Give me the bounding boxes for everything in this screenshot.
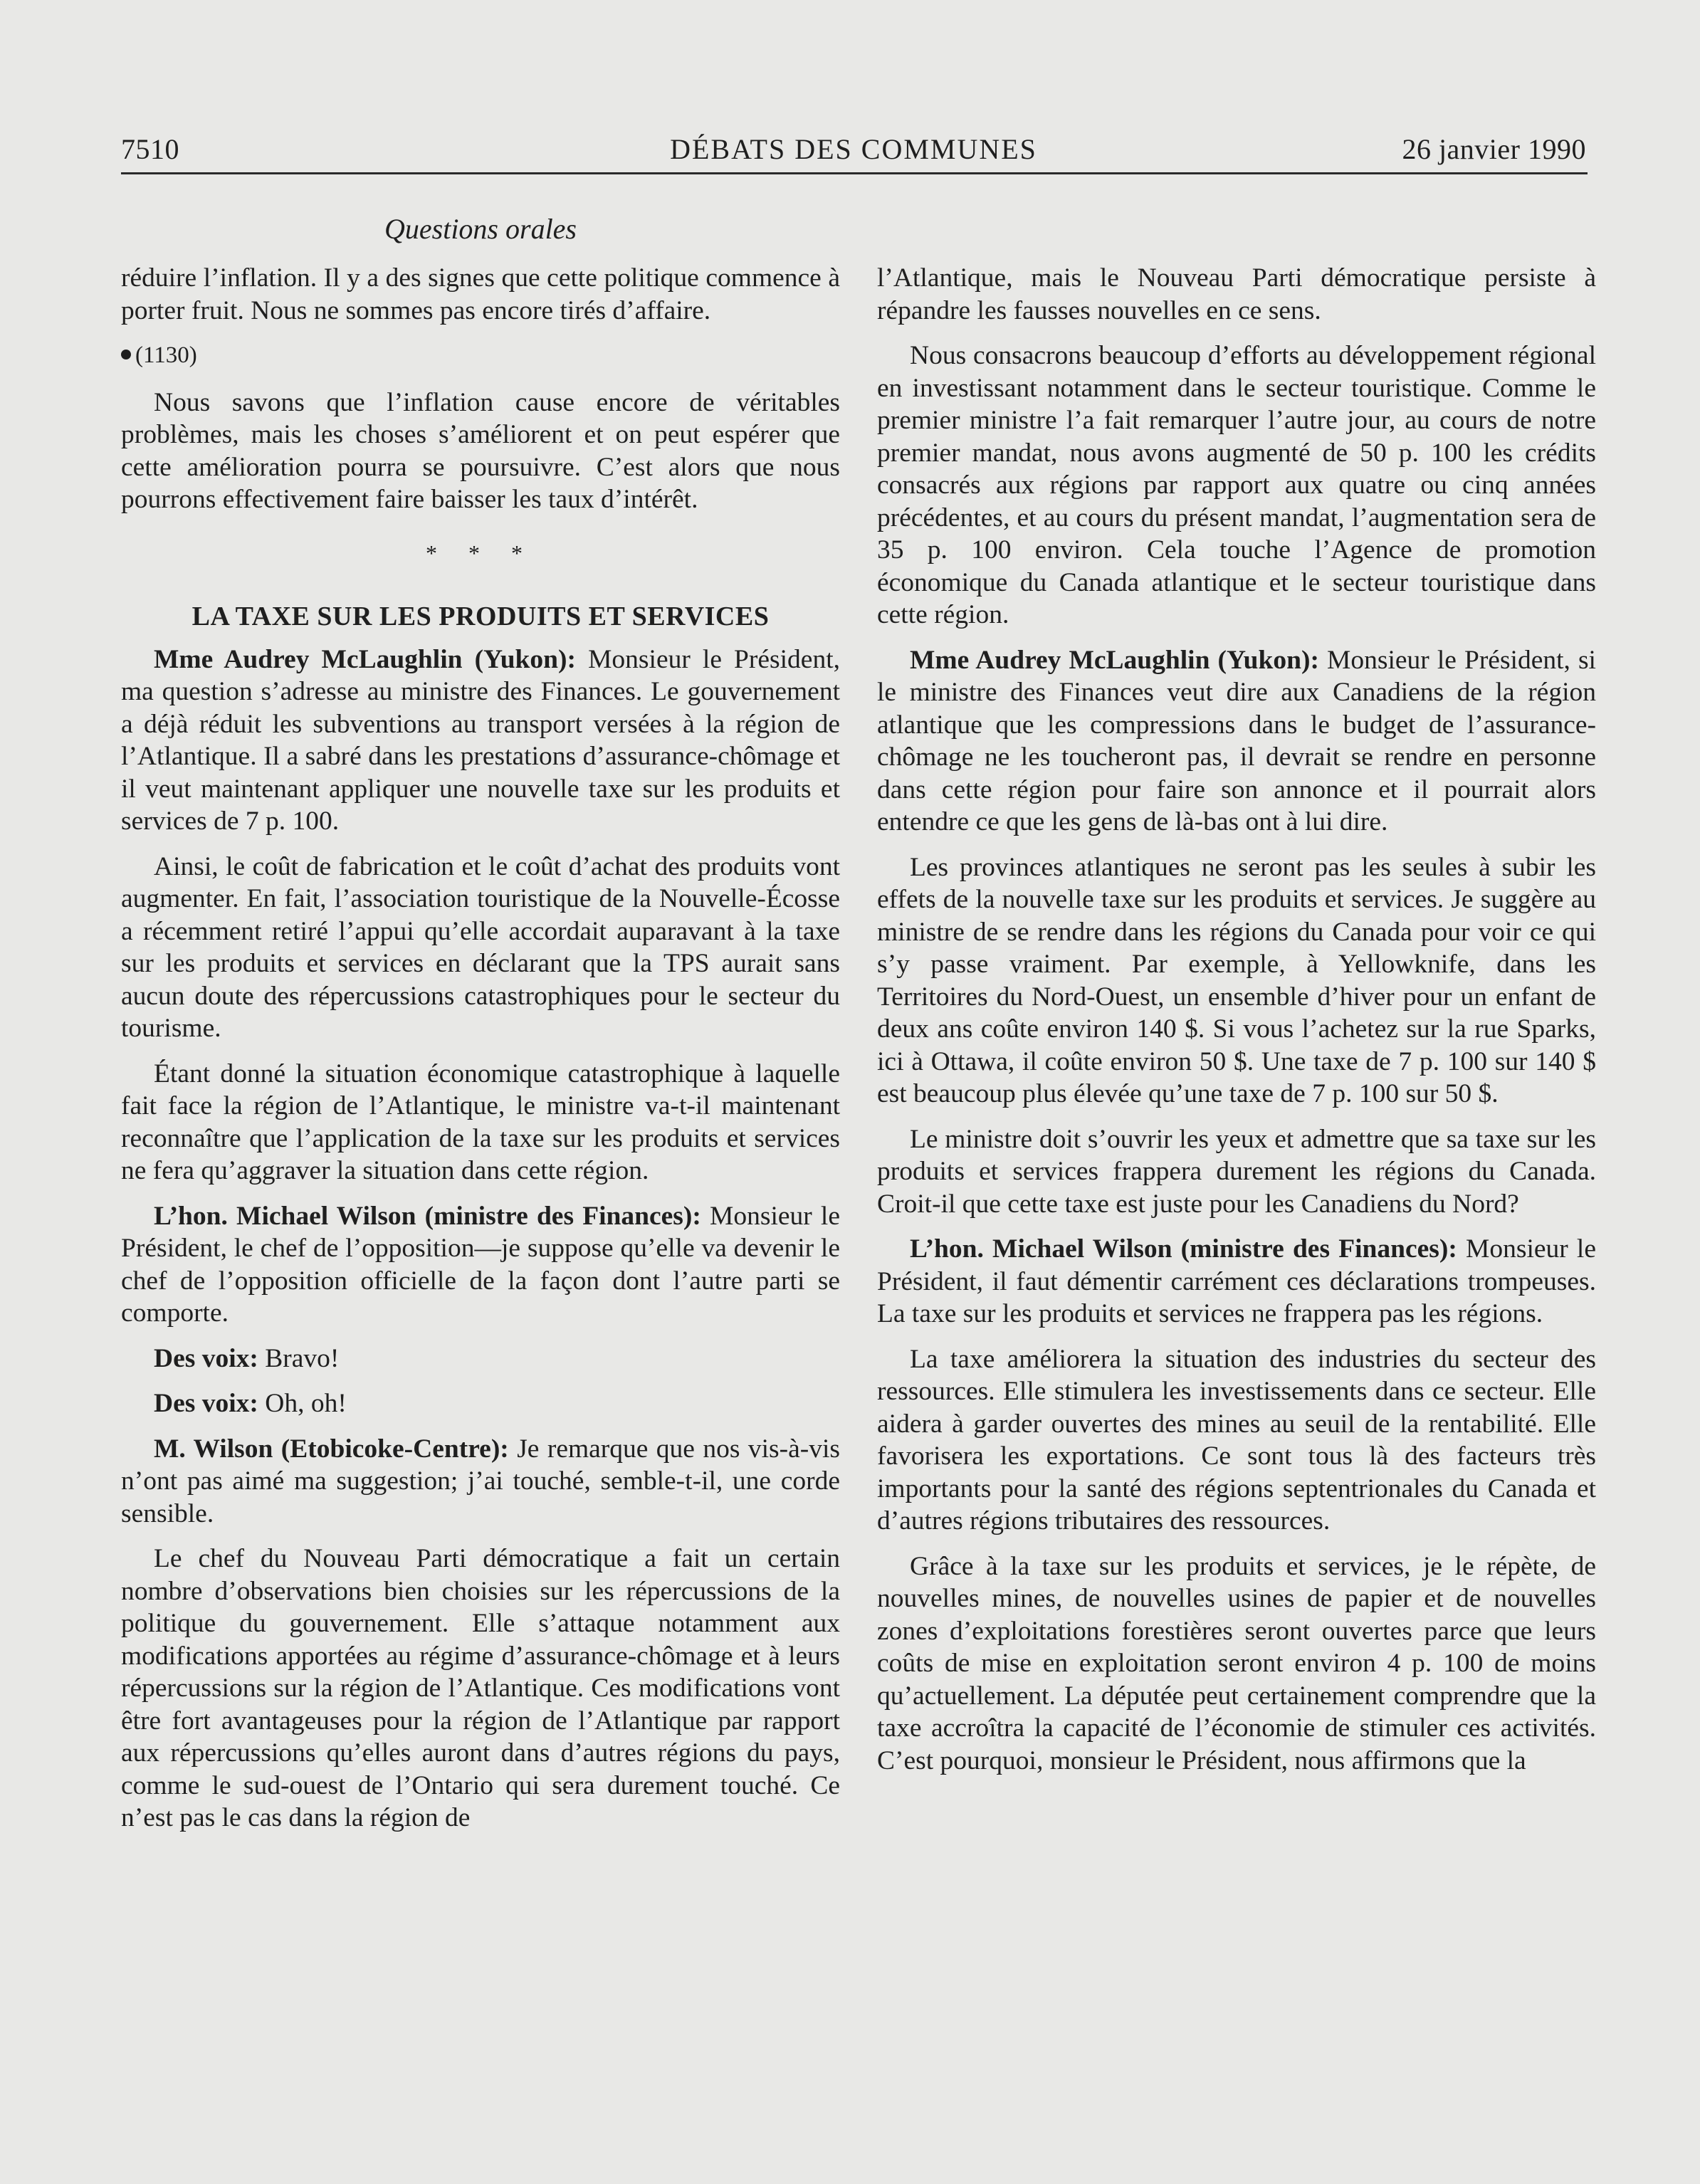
speech-text: Monsieur le Président, ma question s’adresse au ministre des Finances. Le gouvernement a déjà réduit les subventions au transport versées à la région de l’Atlantique. Il a sabré dans les prestations d’assurance-chômage et il veut maintenant appliquer une nouvelle taxe sur les produits et services de 7 p. 100. (121, 644, 840, 836)
speaker-name: Des voix: (154, 1389, 258, 1418)
speech-text: Je remarque que nos vis-à-vis n’ont pas aimé ma suggestion; j’ai touché, semble-t-il, une corde sensible. (121, 1434, 840, 1528)
time-marker (121, 340, 840, 372)
section-separator: * * * (426, 540, 535, 566)
speech-text: Monsieur le Président, si le ministre des Finances veut dire aux Canadiens de la région atlantique que les compressions dans le budget de l’assurance-chômage ne les toucheront pas, il devrait se rendre en personne dans cette région pour faire son annonce et il pourrait alors entendre ce que les gens de là-bas ont à lui dire. (877, 645, 1596, 836)
speaker-name: L’hon. Michael Wilson (ministre des Finances): (154, 1201, 701, 1231)
speaker-name: Mme Audrey McLaughlin (Yukon): (154, 644, 576, 674)
header-rule (121, 172, 1588, 174)
publication-date: 26 janvier 1990 (1402, 133, 1586, 165)
right-column (877, 262, 1596, 1790)
paragraph: La taxe améliorera la situation des industries du secteur des ressources. Elle stimulera les investissements dans ce secteur. Elle aidera à garder ouvertes des mines au seuil de la rentabilité. Elle favorisera les exportations. Ce sont tous là des facteurs très importants pour la santé des régions septentrionales du Canada et d’autres régions tributaires des ressources. (877, 1344, 1596, 1535)
section-heading: LA TAXE SUR LES PRODUITS ET SERVICES (191, 602, 770, 631)
paragraph: Ainsi, le coût de fabrication et le coût d’achat des produits vont augmenter. En fait, l’association touristique de la Nouvelle-Écosse a récemment retiré l’appui qu’elle accordait auparavant à la taxe sur les produits et services en déclarant que la TPS aurait sans aucun doute des répercussions catastrophiques pour le secteur du tourisme. (121, 851, 840, 1043)
paragraph: Étant donné la situation économique catastrophique à laquelle fait face la région de l’Atlantique, le ministre va-t-il maintenant reconnaître que l’application de la taxe sur les produits et services ne fera qu’aggraver la situation dans cette région. (121, 1059, 840, 1185)
speaker-name: L’hon. Michael Wilson (ministre des Finances): (910, 1234, 1457, 1264)
running-header (121, 132, 1586, 169)
paragraph: Les provinces atlantiques ne seront pas les seules à subir les effets de la nouvelle taxe sur les produits et services. Je suggère au ministre de se rendre dans les régions du Canada pour voir ce qui s’y passe vraiment. Par exemple, à Yellowknife, dans les Territoires du Nord-Ouest, un ensemble d’hiver pour un enfant de deux ans coûte environ 140 $. Si vous l’achetez sur la rue Sparks, ici à Ottawa, il coûte environ 50 $. Une taxe de 7 p. 100 sur 140 $ est beaucoup plus élevée qu’une taxe de 7 p. 100 sur 50 $. (877, 852, 1596, 1108)
paragraph: Nous savons que l’inflation cause encore de véritables problèmes, mais les choses s’améliorent et on peut espérer que cette amélioration pourra se poursuivre. C’est alors que nous pourrons effectivement faire baisser les taux d’intérêt. (121, 387, 840, 514)
paragraph (877, 1233, 1596, 1330)
speaker-name: Des voix: (154, 1343, 258, 1373)
speaker-name: Mme Audrey McLaughlin (Yukon): (910, 645, 1319, 675)
paragraph (121, 1200, 840, 1330)
left-column (121, 262, 840, 1847)
page-number: 7510 (121, 133, 179, 165)
speech-text: Monsieur le Président, le chef de l’opposition—je suppose qu’elle va devenir le chef de l’opposition officielle de la façon dont l’autre parti se comporte. (121, 1201, 840, 1328)
publication-title: DÉBATS DES COMMUNES (670, 133, 1037, 165)
paragraph (121, 644, 840, 838)
paragraph (877, 644, 1596, 839)
speech-text: Bravo! (258, 1343, 340, 1373)
section-label: Questions orales (384, 213, 577, 245)
paragraph: Nous consacrons beaucoup d’efforts au développement régional en investissant notamment dans le secteur touristique. Comme le premier ministre l’a fait remarquer l’autre jour, au cours de notre premier mandat, nous avons augmenté de 50 p. 100 les crédits consacrés aux régions par rapport aux quatre ou cinq années précédentes, et au cours du présent mandat, l’augmentation sera de 35 p. 100 environ. Cela touche l’Agence de promotion économique du Canada atlantique et le secteur touristique dans cette région. (877, 341, 1596, 629)
bullet-icon (121, 350, 131, 359)
paragraph: Le ministre doit s’ouvrir les yeux et admettre que sa taxe sur les produits et services frappera durement les régions du Canada. Croit-il que cette taxe est juste pour les Canadiens du Nord? (877, 1124, 1596, 1219)
speech-text: Oh, oh! (258, 1389, 347, 1418)
paragraph: réduire l’inflation. Il y a des signes que cette politique commence à porter fruit. Nous ne sommes pas encore tirés d’affaire. (121, 263, 840, 325)
paragraph: Le chef du Nouveau Parti démocratique a fait un certain nombre d’observations bien choisies sur les répercussions de la politique du gouvernement. Elle s’attaque notamment aux modifications apportées au régime d’assurance-chômage et à leurs répercussions sur la région de l’Atlantique. Ces modifications vont être fort avantageuses pour la région de l’Atlantique par rapport aux répercussions qu’elles auront dans d’autres régions du pays, comme le sud-ouest de l’Ontario qui sera durement touché. Ce n’est pas le cas dans la région de (121, 1544, 840, 1832)
paragraph (121, 1343, 840, 1375)
paragraph (121, 1387, 840, 1420)
paragraph (121, 1433, 840, 1531)
speech-text: Monsieur le Président, il faut démentir carrément ces déclarations trompeuses. La taxe sur les produits et services ne frappera pas les régions. (877, 1234, 1596, 1328)
paragraph: Grâce à la taxe sur les produits et services, je le répète, de nouvelles mines, de nouvelles usines de papier et de nouvelles zones d’exploitations forestières seront ouvertes parce que leurs coûts de mise en exploitation seront environ 4 p. 100 de moins qu’actuellement. La députée peut certainement comprendre que la taxe accroîtra la capacité de l’économie de stimuler ces activités. C’est pourquoi, monsieur le Président, nous affirmons que la (877, 1551, 1596, 1775)
paragraph: l’Atlantique, mais le Nouveau Parti démocratique persiste à répandre les fausses nouvelles en ce sens. (877, 263, 1596, 325)
speaker-name: M. Wilson (Etobicoke-Centre): (154, 1434, 509, 1464)
time-marker-text: (1130) (135, 342, 197, 368)
